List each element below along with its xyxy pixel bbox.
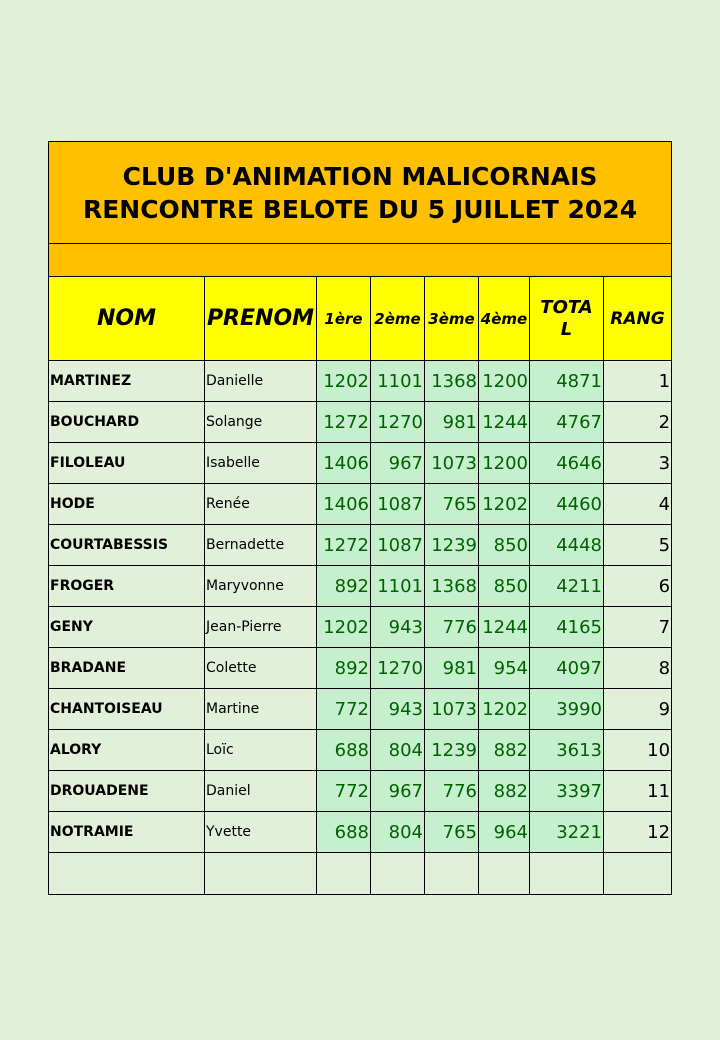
cell-prenom: Danielle: [205, 361, 317, 402]
table-row: [49, 689, 672, 730]
cell-round-2: 1101: [371, 566, 425, 607]
cell-round-2: 1270: [371, 402, 425, 443]
cell-round-3: 776: [425, 771, 479, 812]
cell-round-2: 1087: [371, 525, 425, 566]
cell-rang: 3: [604, 443, 672, 484]
cell-round-3: 1073: [425, 443, 479, 484]
cell-round-4: 964: [479, 812, 530, 853]
cell-nom: HODE: [49, 484, 205, 525]
cell-round-4: 850: [479, 566, 530, 607]
title-row: [49, 142, 672, 244]
cell-rang: 2: [604, 402, 672, 443]
table-row: [49, 812, 672, 853]
empty-cell: [317, 853, 371, 895]
cell-rang: 1: [604, 361, 672, 402]
cell-round-4: 1244: [479, 402, 530, 443]
cell-total: 4646: [530, 443, 604, 484]
cell-nom: FILOLEAU: [49, 443, 205, 484]
cell-round-1: 688: [317, 812, 371, 853]
cell-prenom: Daniel: [205, 771, 317, 812]
cell-round-2: 1101: [371, 361, 425, 402]
cell-nom: ALORY: [49, 730, 205, 771]
cell-rang: 7: [604, 607, 672, 648]
cell-round-3: 1368: [425, 361, 479, 402]
empty-cell: [205, 853, 317, 895]
table-row: [49, 525, 672, 566]
cell-round-1: 1202: [317, 361, 371, 402]
cell-prenom: Bernadette: [205, 525, 317, 566]
cell-round-3: 1073: [425, 689, 479, 730]
title-line-1: CLUB D'ANIMATION MALICORNAIS: [122, 161, 598, 191]
title-line-2: RENCONTRE BELOTE DU 5 JUILLET 2024: [82, 194, 638, 224]
cell-round-4: 882: [479, 771, 530, 812]
cell-round-1: 1272: [317, 402, 371, 443]
cell-total: 4871: [530, 361, 604, 402]
table-row: [49, 566, 672, 607]
cell-round-1: 1272: [317, 525, 371, 566]
cell-nom: COURTABESSIS: [49, 525, 205, 566]
header-round-2: 2ème: [371, 277, 425, 361]
header-nom: NOM: [49, 277, 205, 361]
cell-round-2: 1270: [371, 648, 425, 689]
table-row: [49, 484, 672, 525]
cell-round-3: 1368: [425, 566, 479, 607]
cell-prenom: Jean-Pierre: [205, 607, 317, 648]
cell-rang: 8: [604, 648, 672, 689]
cell-total: 3397: [530, 771, 604, 812]
cell-round-4: 850: [479, 525, 530, 566]
cell-round-3: 1239: [425, 730, 479, 771]
cell-round-1: 688: [317, 730, 371, 771]
cell-round-1: 772: [317, 689, 371, 730]
cell-prenom: Loïc: [205, 730, 317, 771]
cell-rang: 10: [604, 730, 672, 771]
cell-prenom: Solange: [205, 402, 317, 443]
empty-cell: [49, 853, 205, 895]
cell-round-1: 892: [317, 566, 371, 607]
cell-round-3: 776: [425, 607, 479, 648]
table-row: [49, 771, 672, 812]
cell-rang: 6: [604, 566, 672, 607]
cell-round-1: 1406: [317, 484, 371, 525]
cell-round-2: 967: [371, 771, 425, 812]
header-round-3: 3ème: [425, 277, 479, 361]
header-round-4: 4ème: [479, 277, 530, 361]
cell-nom: MARTINEZ: [49, 361, 205, 402]
table-row: [49, 361, 672, 402]
cell-total: 4448: [530, 525, 604, 566]
cell-rang: 9: [604, 689, 672, 730]
cell-round-4: 954: [479, 648, 530, 689]
cell-total: 4211: [530, 566, 604, 607]
table-row: [49, 648, 672, 689]
cell-rang: 5: [604, 525, 672, 566]
cell-round-1: 772: [317, 771, 371, 812]
empty-cell: [530, 853, 604, 895]
header-prenom: PRENOM: [205, 277, 317, 361]
cell-nom: FROGER: [49, 566, 205, 607]
title-cell: [49, 142, 672, 244]
cell-round-3: 765: [425, 484, 479, 525]
empty-row: [49, 853, 672, 895]
header-round-1: 1ère: [317, 277, 371, 361]
cell-prenom: Isabelle: [205, 443, 317, 484]
empty-cell: [371, 853, 425, 895]
results-table: [48, 141, 672, 895]
cell-round-3: 765: [425, 812, 479, 853]
spacer-row: [49, 244, 672, 277]
cell-total: 4165: [530, 607, 604, 648]
cell-round-2: 804: [371, 730, 425, 771]
empty-cell: [604, 853, 672, 895]
cell-round-2: 967: [371, 443, 425, 484]
cell-nom: DROUADENE: [49, 771, 205, 812]
header-total: [530, 277, 604, 361]
cell-round-3: 981: [425, 402, 479, 443]
cell-rang: 4: [604, 484, 672, 525]
cell-round-2: 1087: [371, 484, 425, 525]
cell-round-1: 1202: [317, 607, 371, 648]
table-row: [49, 402, 672, 443]
cell-round-4: 1202: [479, 484, 530, 525]
header-row: [49, 277, 672, 361]
cell-round-3: 981: [425, 648, 479, 689]
cell-total: 4767: [530, 402, 604, 443]
cell-prenom: Colette: [205, 648, 317, 689]
cell-rang: 12: [604, 812, 672, 853]
cell-round-2: 943: [371, 607, 425, 648]
cell-round-2: 804: [371, 812, 425, 853]
cell-total: 4460: [530, 484, 604, 525]
table-row: [49, 443, 672, 484]
results-sheet: [48, 141, 672, 895]
cell-round-4: 882: [479, 730, 530, 771]
cell-round-4: 1200: [479, 443, 530, 484]
cell-round-1: 1406: [317, 443, 371, 484]
table-row: [49, 730, 672, 771]
empty-cell: [425, 853, 479, 895]
cell-prenom: Yvette: [205, 812, 317, 853]
cell-prenom: Martine: [205, 689, 317, 730]
cell-nom: GENY: [49, 607, 205, 648]
cell-total: 4097: [530, 648, 604, 689]
cell-total: 3613: [530, 730, 604, 771]
cell-prenom: Renée: [205, 484, 317, 525]
cell-nom: BRADANE: [49, 648, 205, 689]
cell-round-1: 892: [317, 648, 371, 689]
header-rang: RANG: [604, 277, 672, 361]
cell-round-4: 1202: [479, 689, 530, 730]
cell-total: 3221: [530, 812, 604, 853]
cell-total: 3990: [530, 689, 604, 730]
cell-nom: BOUCHARD: [49, 402, 205, 443]
cell-prenom: Maryvonne: [205, 566, 317, 607]
empty-cell: [479, 853, 530, 895]
cell-round-4: 1200: [479, 361, 530, 402]
cell-round-3: 1239: [425, 525, 479, 566]
cell-rang: 11: [604, 771, 672, 812]
cell-nom: CHANTOISEAU: [49, 689, 205, 730]
cell-round-4: 1244: [479, 607, 530, 648]
spacer-cell: [49, 244, 672, 277]
cell-nom: NOTRAMIE: [49, 812, 205, 853]
header-total-text: TOTAL: [540, 296, 593, 340]
cell-round-2: 943: [371, 689, 425, 730]
table-row: [49, 607, 672, 648]
